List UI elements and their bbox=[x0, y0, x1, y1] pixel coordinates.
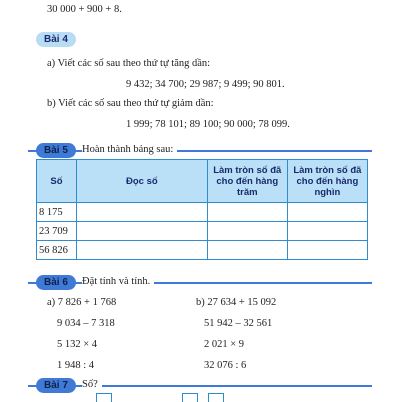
cell-hundreds-blank[interactable] bbox=[207, 241, 287, 260]
answer-box[interactable] bbox=[182, 393, 198, 402]
header-doc-so: Đọc số bbox=[76, 160, 207, 203]
exercise-4b-numbers: 1 999; 78 101; 89 100; 90 000; 78 099. bbox=[126, 119, 290, 130]
table-row bbox=[37, 241, 368, 260]
header-so: Số bbox=[37, 160, 77, 203]
exercise-6a-item-4: 1 948 : 4 bbox=[57, 360, 95, 371]
exercise-4a-numbers: 9 432; 34 700; 29 987; 9 499; 90 801. bbox=[126, 79, 285, 90]
table-row bbox=[37, 203, 368, 222]
previous-exercise-line: 30 000 + 900 + 8. bbox=[47, 4, 122, 15]
exercise-4a-prompt: a) Viết các số sau theo thứ tự tăng dần: bbox=[47, 58, 211, 69]
exercise-6b-item-4: 32 076 : 6 bbox=[204, 360, 247, 371]
cell-doc-so-blank[interactable] bbox=[76, 222, 207, 241]
cell-so: 56 826 bbox=[37, 241, 77, 260]
cell-so: 8 175 bbox=[37, 203, 77, 222]
header-round-thousands: Làm tròn số đã cho đến hàng nghìn bbox=[287, 160, 367, 203]
exercise-5-divider bbox=[28, 150, 372, 152]
cell-thousands-blank[interactable] bbox=[287, 203, 367, 222]
exercise-6-divider bbox=[28, 282, 372, 284]
exercise-6b-item-3: 2 021 × 9 bbox=[204, 339, 245, 350]
exercise-7-instruction: Số? bbox=[82, 379, 102, 390]
header-round-hundreds: Làm tròn số đã cho đến hàng trăm bbox=[207, 160, 287, 203]
exercise-6a-item-1: a) 7 826 + 1 768 bbox=[47, 297, 117, 308]
answer-box[interactable] bbox=[208, 393, 224, 402]
cell-doc-so-blank[interactable] bbox=[76, 241, 207, 260]
exercise-4b-prompt: b) Viết các số sau theo thứ tự giảm dần: bbox=[47, 98, 214, 109]
exercise-5-instruction: Hoàn thành bảng sau: bbox=[82, 144, 177, 155]
exercise-6a-item-2: 9 034 – 7 318 bbox=[57, 318, 115, 329]
exercise-4-badge: Bài 4 bbox=[36, 32, 76, 47]
exercise-7-badge: Bài 7 bbox=[36, 378, 76, 393]
exercise-6-instruction: Đặt tính và tính. bbox=[82, 276, 154, 287]
rounding-table bbox=[36, 159, 368, 260]
exercise-7-divider bbox=[28, 385, 372, 387]
exercise-6a-item-3: 5 132 × 4 bbox=[57, 339, 98, 350]
cell-hundreds-blank[interactable] bbox=[207, 222, 287, 241]
exercise-6-badge: Bài 6 bbox=[36, 275, 76, 290]
cell-so: 23 709 bbox=[37, 222, 77, 241]
cell-thousands-blank[interactable] bbox=[287, 241, 367, 260]
cell-hundreds-blank[interactable] bbox=[207, 203, 287, 222]
exercise-5-badge: Bài 5 bbox=[36, 143, 76, 158]
cell-thousands-blank[interactable] bbox=[287, 222, 367, 241]
exercise-6b-item-1: b) 27 634 + 15 092 bbox=[196, 297, 277, 308]
exercise-6b-item-2: 51 942 – 32 561 bbox=[204, 318, 273, 329]
table-row bbox=[37, 222, 368, 241]
answer-box[interactable] bbox=[96, 393, 112, 402]
cell-doc-so-blank[interactable] bbox=[76, 203, 207, 222]
